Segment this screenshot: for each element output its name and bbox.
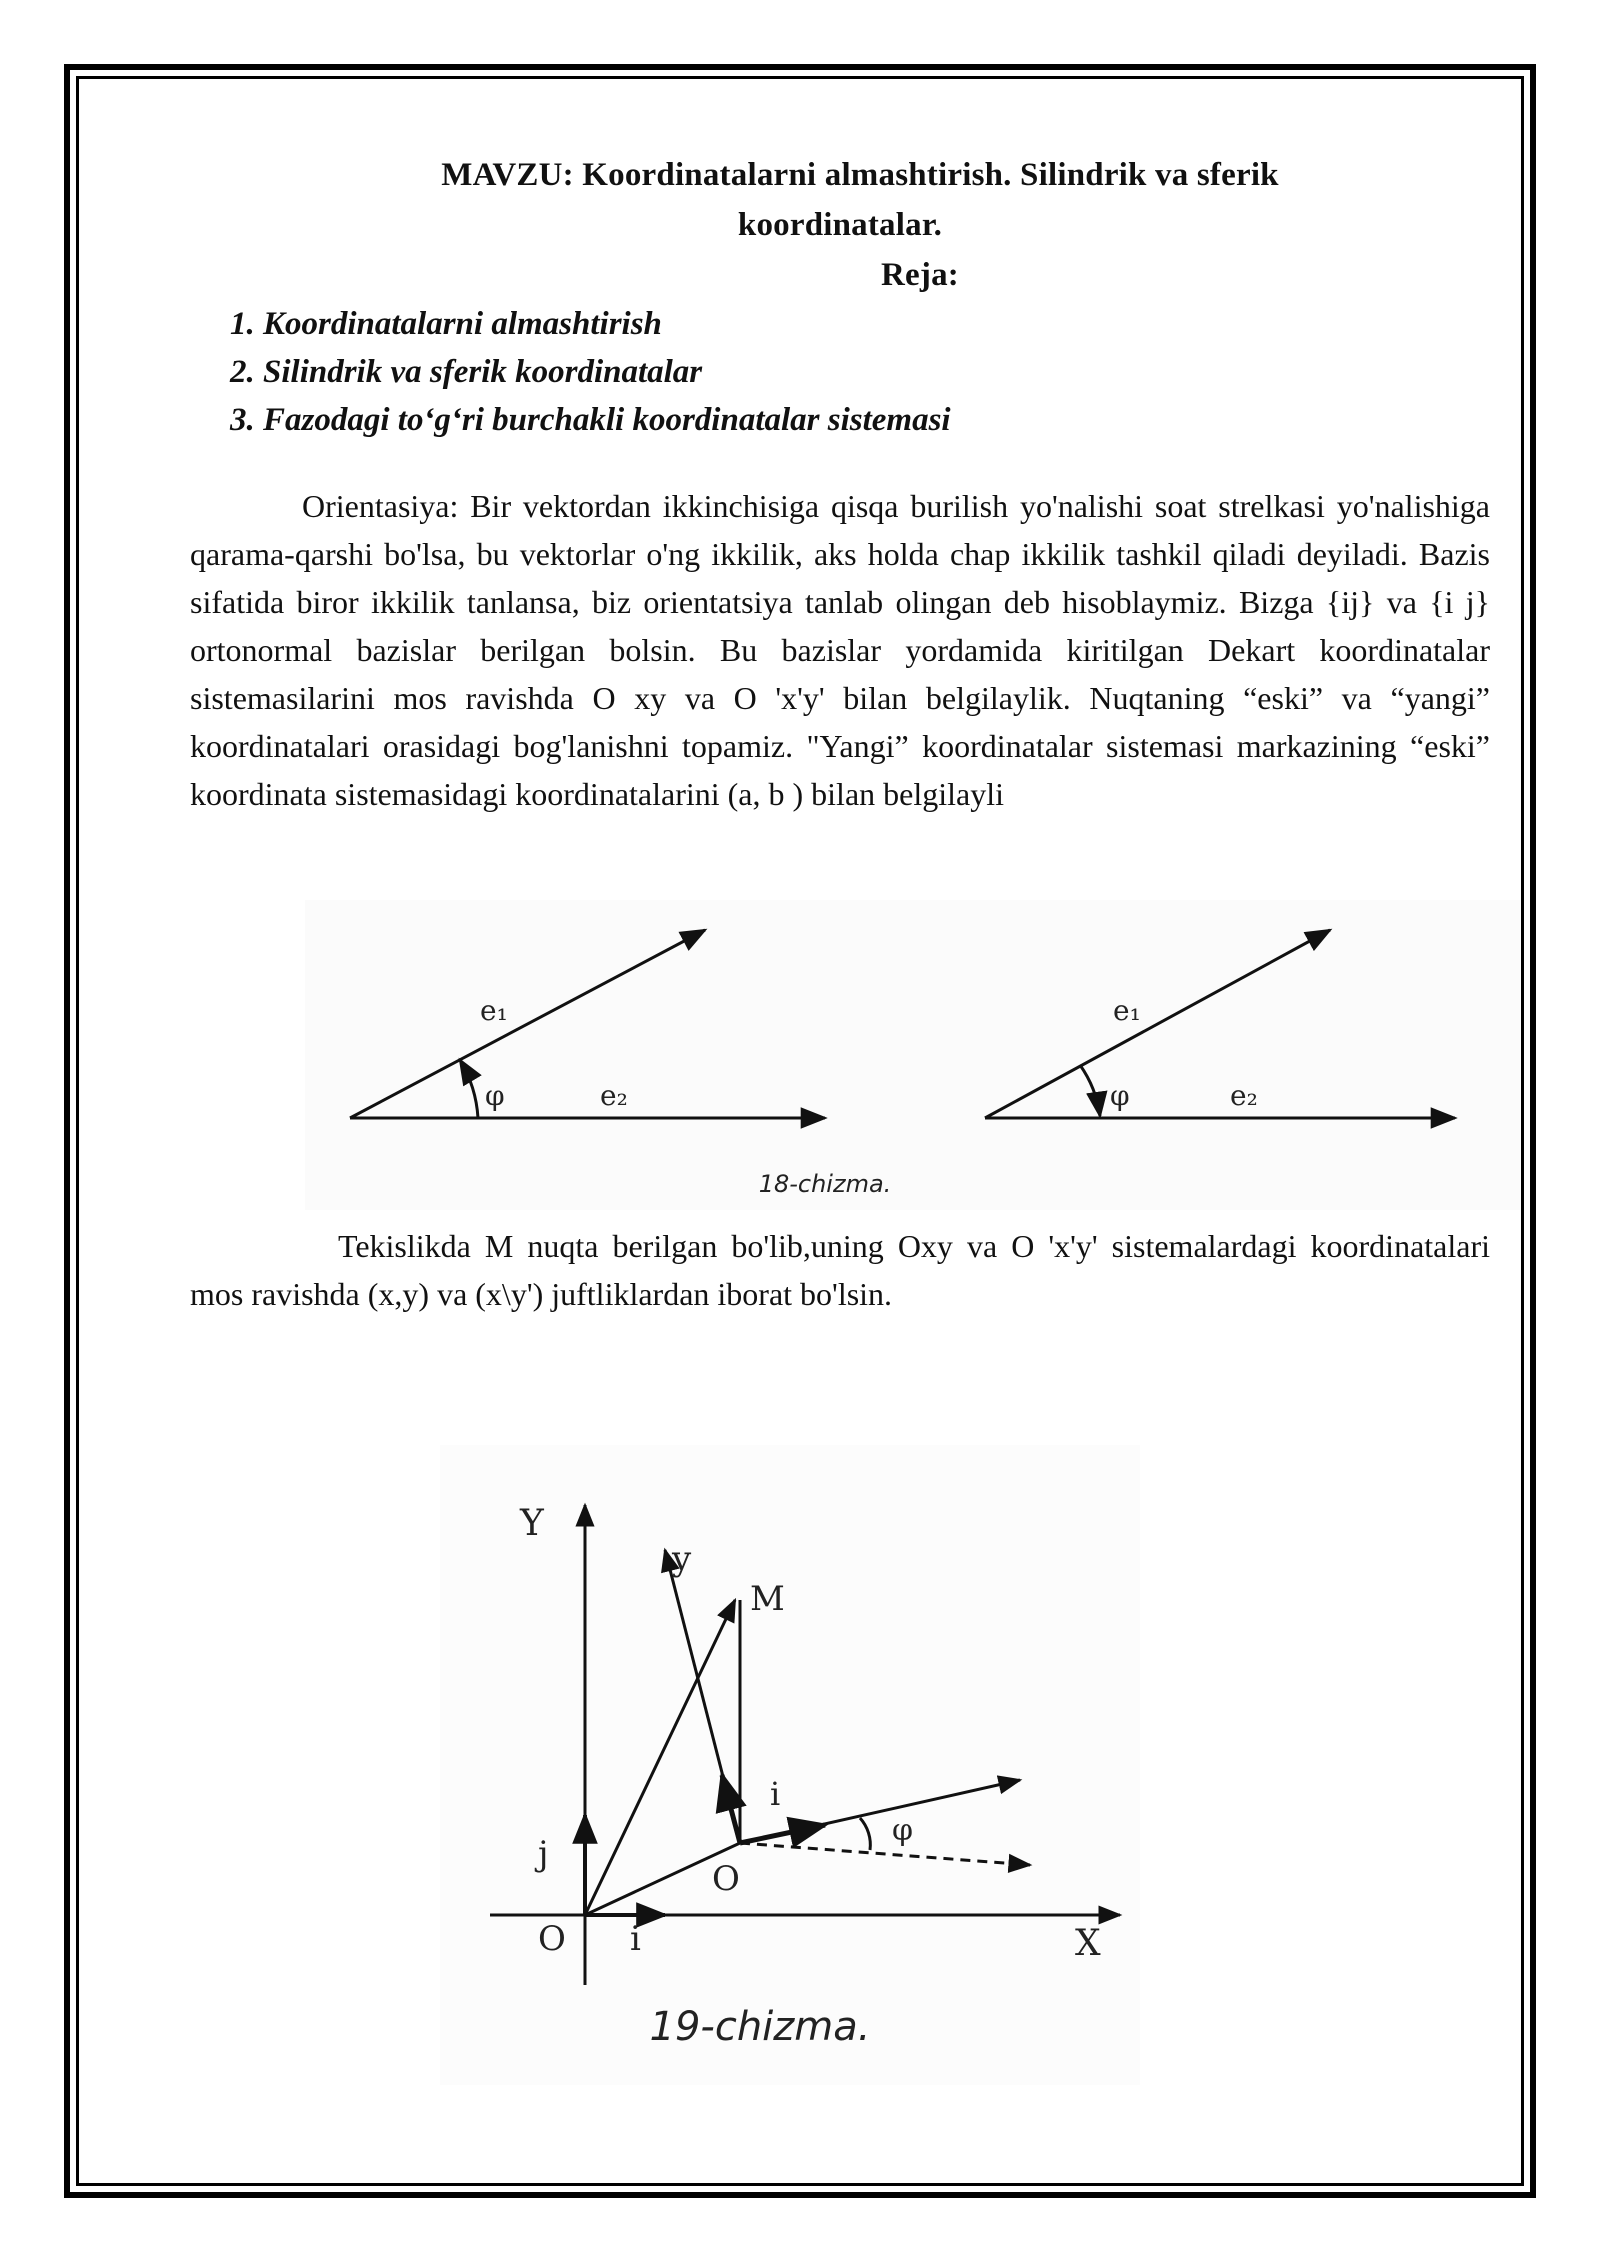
orientation-paragraph: Orientasiya: Bir vektordan ikkinchisiga qisqa burilish yo'nalishi soat strelkasi yo'nalishiga qarama-qarshi bo'lsa, bu vektorlar o'ng ikkilik, aks holda chap ikkilik tashkil qiladi deyiladi. Bazis sifatida biror ikkilik tanlansa, biz orientatsiya tanlab olingan deb hisoblaymiz. Bizga {ij} va {i j} ortonormal bazislar berilgan bolsin. Bu bazislar yordamida kiritilgan Dekart koordinatalar sistemasilarini mos ravishda O xy va O 'x'y' bilan belgilaylik. Nuqtaning “eski” va “yangi” koordinatalari orasidagi bog'lanishni topamiz. "Yangi” koordinatalar sistemasi markazining “eski” koordinata sistemasidagi koordinatalarini (a, b ) bilan belgilayli [190, 488, 1490, 812]
figure-18-right-pair [985, 930, 1455, 1118]
figure-19 [440, 1445, 1140, 2085]
point-m-paragraph: Tekislikda M nuqta berilgan bo'lib,uning Oxy va O 'x'y' sistemalardagi koordinatalari mos ravishda (x,y) va (x\y') juftliklardan iborat bo'lsin. [190, 1228, 1490, 1312]
figure-19-caption: 19-chizma. [649, 2004, 871, 2050]
plan-item: 2. Silindrik va sferik koordinatalar [230, 354, 703, 390]
label-e2: e₂ [600, 1079, 628, 1112]
label-phi: φ [1110, 1079, 1130, 1112]
topic-title-line1: MAVZU: Koordinatalarni almashtirish. Silindrik va sferik [441, 157, 1279, 193]
figure-18-caption: 18-chizma. [758, 1170, 892, 1198]
plan-list [230, 300, 951, 444]
label-X: X [1075, 1923, 1101, 1964]
label-O-prime: O [712, 1859, 740, 1899]
label-y-prime: y [672, 1539, 692, 1579]
figure-18 [305, 900, 1520, 1210]
figure-18-left-pair [350, 930, 825, 1118]
label-i: i [630, 1919, 641, 1959]
label-i-prime: i [770, 1775, 781, 1813]
figure-19-drawing [440, 1445, 1140, 2085]
label-e1: e₁ [480, 994, 508, 1027]
label-j: j [538, 1834, 549, 1874]
plan-item: 1. Koordinatalarni almashtirish [230, 306, 662, 342]
plan-item: 3. Fazodagi to‘g‘ri burchakli koordinatalar sistemasi [230, 402, 951, 438]
label-e2: e₂ [1230, 1079, 1258, 1112]
plan-heading: Reja: [881, 257, 959, 293]
topic-title-line2: koordinatalar. [737, 207, 943, 243]
label-O: O [538, 1919, 566, 1959]
label-e1: e₁ [1113, 994, 1141, 1027]
label-Y: Y [520, 1503, 544, 1544]
figure-18-drawing [305, 900, 1520, 1210]
label-M: M [750, 1579, 785, 1619]
label-phi: φ [485, 1079, 505, 1112]
label-phi: φ [892, 1813, 914, 1848]
